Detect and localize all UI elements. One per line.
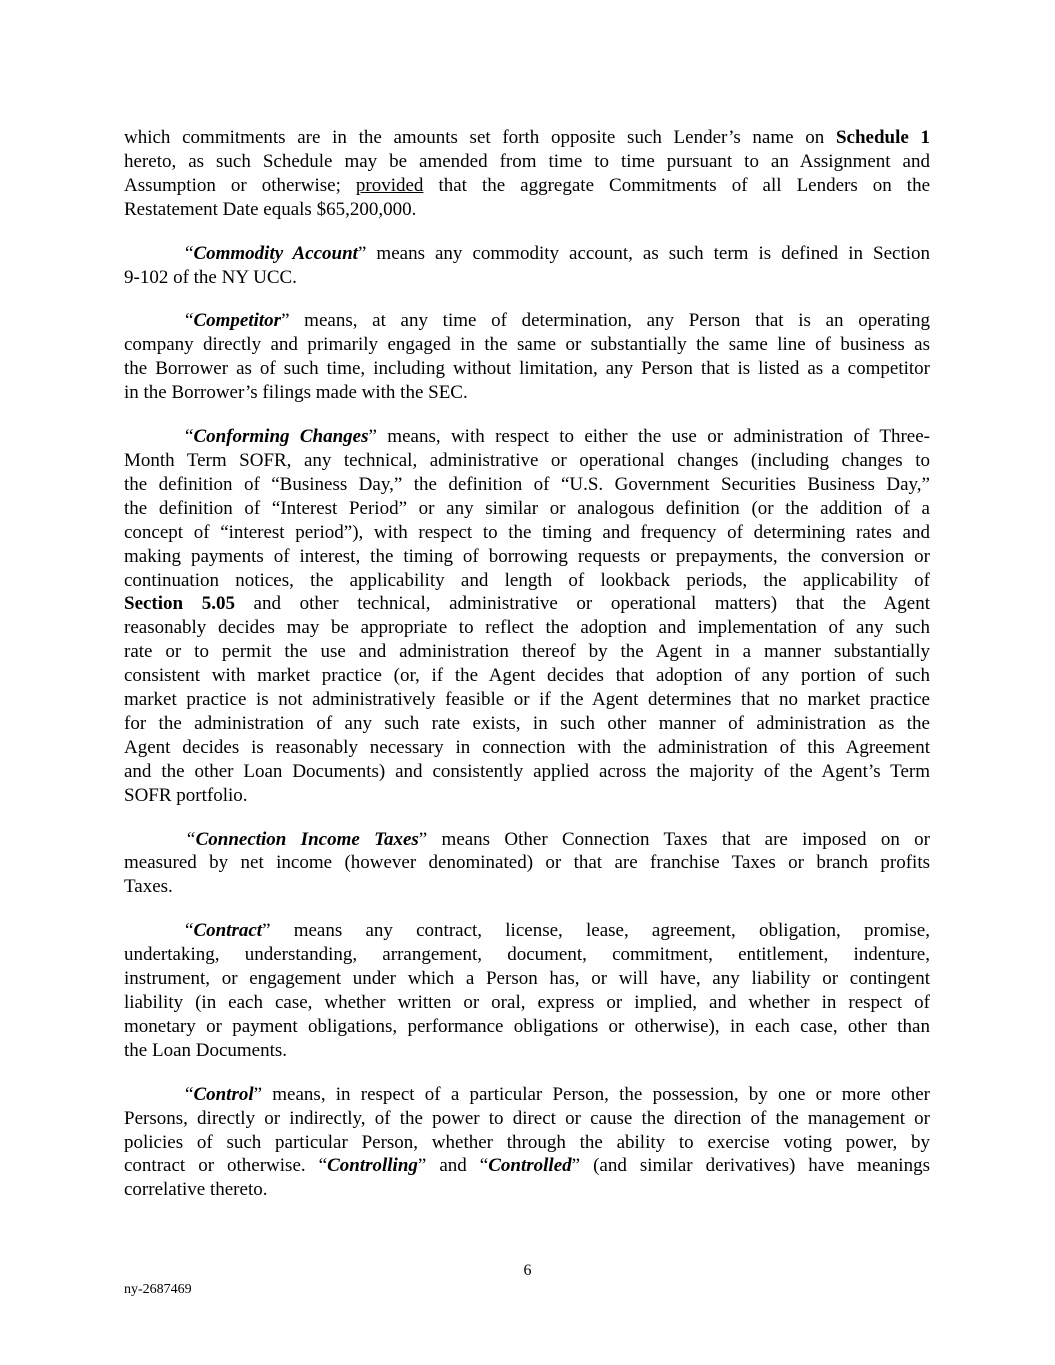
text-run: market practice is not administratively feasible or if the Agent determines that no market practice [124,689,930,711]
text-run: ” means, at any time of determination, any Person that is an operating [281,310,930,332]
text-run: ” means any contract, license, lease, agreement, obligation, promise, [262,920,930,942]
text-line [124,333,930,357]
definition-paragraph [124,425,930,808]
text-line [124,616,930,640]
text-line [124,1015,930,1039]
text-run: ” (and similar derivatives) have meanings [571,1155,930,1177]
text-run: measured by net income (however denominated) or that are franchise Taxes or branch profits [124,852,930,874]
text-run: undertaking, understanding, arrangement, document, commitment, entitlement, indenture, [124,944,930,966]
text-run: concept of “interest period”), with respect to the timing and frequency of determining rates and [124,521,930,543]
text-line [124,449,930,473]
document-body [124,126,930,1222]
text-line [124,569,930,593]
text-run: instrument, or engagement under which a Person has, or will have, any liability or contingent [124,968,930,990]
text-line [124,991,930,1015]
text-run: the Loan Documents. [124,1039,288,1061]
text-line [124,497,930,521]
text-run: for the administration of any such rate exists, in such other manner of administration as the [124,712,930,734]
continuation-paragraph [124,126,930,222]
text-run: hereto, as such Schedule may be amended from time to time pursuant to an Assignment and [124,150,930,172]
text-run: ” means, with respect to either the use or administration of Three- [368,426,930,448]
text-run: contract or otherwise. “ [124,1155,328,1177]
text-line [124,126,930,150]
text-run: ” and “ [417,1155,489,1177]
text-run: “ [185,310,194,332]
text-line [124,1083,930,1107]
text-line [124,242,930,266]
text-run: which commitments are in the amounts set forth opposite such Lender’s name on [124,127,836,148]
text-run: “ [185,920,194,942]
text-run: that the aggregate Commitments of all Lenders on the [423,174,930,196]
text-run: reasonably decides may be appropriate to reflect the adoption and implementation of any such [124,617,930,639]
text-line [124,592,930,616]
definition-paragraph [124,828,930,900]
text-run: continuation notices, the applicability and length of lookback periods, the applicability of [124,569,930,591]
text-line [124,712,930,736]
text-line [124,784,930,808]
text-line [124,943,930,967]
text-run: and other technical, administrative or operational matters) that the Agent [234,593,930,615]
page-number: 6 [523,1262,532,1279]
defined-term: Commodity Account [193,242,358,264]
text-run: the definition of “Interest Period” or any similar or analogous definition (or the addition of a [124,497,930,519]
text-run: “ [185,1083,194,1105]
text-run: consistent with market practice (or, if the Agent decides that adoption of any portion of such [124,665,930,687]
text-line [124,640,930,664]
text-run: Agent decides is reasonably necessary in connection with the administration of this Agreement [124,736,930,758]
defined-term: Competitor [193,310,282,332]
text-run: ” means, in respect of a particular Person, the possession, by one or more other [253,1083,930,1105]
text-line [124,875,930,899]
text-run: the Borrower as of such time, including without limitation, any Person that is listed as a competitor [124,358,930,380]
text-line [124,736,930,760]
text-run: “ [185,426,194,448]
italic-quote: “ [185,828,196,850]
document-id: ny-2687469 [124,1282,192,1297]
text-run: Month Term SOFR, any technical, administrative or operational changes (including changes to [124,449,930,471]
definition-paragraph [124,1083,930,1203]
text-line [124,688,930,712]
text-run: policies of such particular Person, whether through the ability to exercise voting power, by [124,1131,930,1153]
underlined-term: provided [355,174,424,196]
text-run: and the other Loan Documents) and consistently applied across the majority of the Agent’s Term [124,760,930,782]
text-line [124,664,930,688]
text-run: monetary or payment obligations, performance obligations or otherwise), in each case, other than [124,1015,930,1037]
text-run: correlative thereto. [124,1179,268,1201]
text-run: rate or to permit the use and administration thereof by the Agent in a manner substantially [124,641,930,663]
text-run: making payments of interest, the timing of borrowing requests or prepayments, the conversion or [124,545,930,567]
text-run: in the Borrower’s filings made with the SEC. [124,382,468,404]
defined-term: Controlled [488,1155,572,1177]
text-line [124,1178,930,1202]
text-run: Assumption or otherwise; [124,174,356,196]
text-line [124,174,930,198]
text-line [124,150,930,174]
text-run: “ [185,242,194,264]
defined-term: Contract [193,920,263,942]
text-run: ” means any commodity account, as such term is defined in Section [357,242,931,264]
definition-paragraph [124,242,930,290]
text-line [124,1107,930,1131]
text-line [124,266,930,290]
text-line [124,473,930,497]
text-run: the definition of “Business Day,” the definition of “U.S. Government Securities Business Day,” [124,473,930,495]
defined-term: Connection Income Taxes [195,828,419,850]
text-line [124,828,930,852]
text-line [124,198,930,222]
text-line [124,760,930,784]
text-run: 9-102 of the NY UCC. [124,266,297,288]
text-line [124,967,930,991]
bold-reference: Section 5.05 [124,593,235,615]
text-line [124,919,930,943]
text-run: Persons, directly or indirectly, of the power to direct or cause the direction of the management or [124,1107,930,1129]
definition-paragraph [124,919,930,1062]
text-run: Taxes. [124,876,173,898]
text-run: SOFR portfolio. [124,784,248,806]
defined-term: Controlling [327,1155,418,1177]
text-line [124,545,930,569]
text-run: company directly and primarily engaged in the same or substantially the same line of business as [124,334,930,356]
defined-term: Conforming Changes [193,426,369,448]
text-line [124,851,930,875]
text-line [124,381,930,405]
text-line [124,1131,930,1155]
text-line [124,1039,930,1063]
defined-term: Control [193,1083,254,1105]
bold-reference: Schedule 1 [835,127,930,148]
text-run: Restatement Date equals $65,200,000. [124,198,417,220]
text-line [124,357,930,381]
text-line [124,425,930,449]
text-line [124,309,930,333]
definition-paragraph [124,309,930,405]
text-run: liability (in each case, whether written or oral, express or implied, and whether in respect of [124,992,930,1013]
text-run: ” means Other Connection Taxes that are imposed on or [418,828,931,850]
text-line [124,1154,930,1178]
text-line [124,521,930,545]
